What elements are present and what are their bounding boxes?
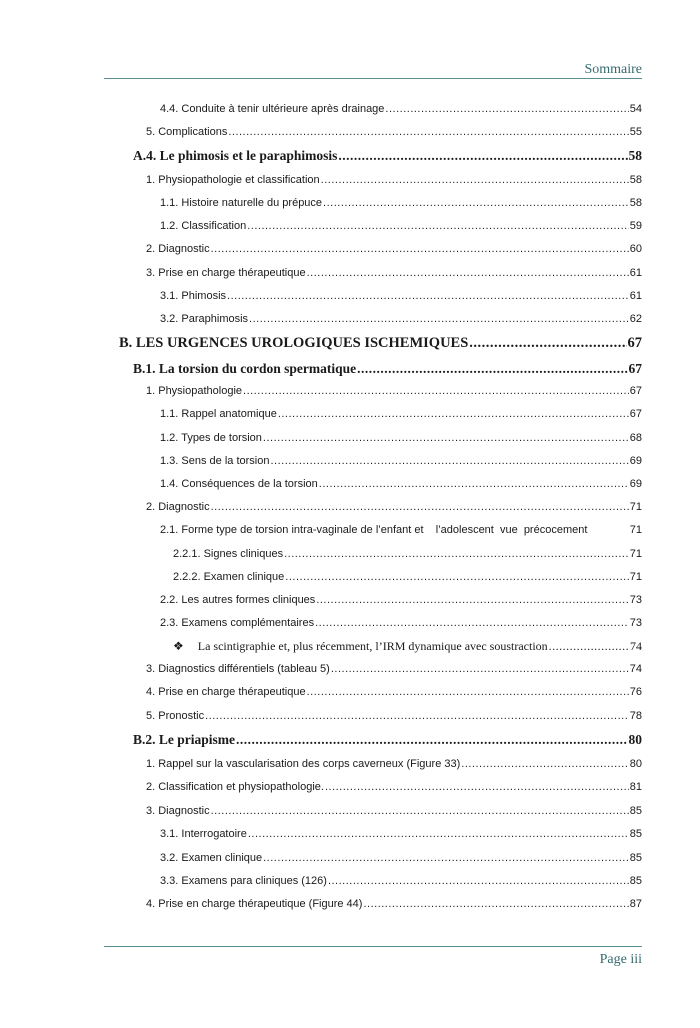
toc-entry-page: 87 <box>629 898 642 910</box>
toc-entry-label: 3. Diagnostics différentiels (tableau 5) <box>146 663 330 675</box>
toc-leader-dots <box>321 174 629 186</box>
diamond-bullet-icon: ❖ <box>173 639 184 653</box>
toc-entry[interactable] <box>160 290 642 302</box>
toc-leader-dots <box>270 455 628 467</box>
toc-entry-label: 4. Prise en charge thérapeutique (Figure 44) <box>146 898 363 910</box>
toc-entry[interactable] <box>133 148 642 164</box>
toc-leader-dots <box>319 478 629 490</box>
toc-entry-label: 5. Pronostic <box>146 710 205 722</box>
toc-entry-page: 74 <box>630 639 642 653</box>
toc-entry-label: 1. Physiopathologie <box>146 385 243 397</box>
toc-leader-dots <box>278 408 629 420</box>
toc-entry-page: 71 <box>629 524 642 536</box>
toc-entry[interactable] <box>119 335 642 352</box>
toc-leader-dots <box>243 385 629 397</box>
toc-entry-page: 74 <box>629 663 642 675</box>
toc-entry-page: 78 <box>629 710 642 722</box>
toc-entry-page: 67 <box>629 408 642 420</box>
toc-entry-page: 73 <box>629 594 642 606</box>
toc-entry-label: 2. Classification et physiopathologie. <box>146 781 324 793</box>
toc-entry[interactable] <box>133 732 642 748</box>
toc-entry-label: B.1. La torsion du cordon spermatique <box>133 361 357 376</box>
toc-entry-page: 55 <box>629 126 642 138</box>
toc-entry[interactable] <box>160 313 642 325</box>
toc-entry-page: 73 <box>629 617 642 629</box>
toc-entry-label: La scintigraphie et, plus récemment, l’IRM dynamique avec soustraction <box>197 639 548 653</box>
toc-entry[interactable] <box>146 663 642 675</box>
toc-entry-page: 61 <box>629 290 642 302</box>
toc-leader-dots <box>316 594 628 606</box>
toc-entry-label: 1. Physiopathologie et classification <box>146 174 320 186</box>
toc-entry[interactable] <box>146 686 642 698</box>
toc-leader-dots <box>338 148 627 164</box>
toc-entry-label: 2.2.1. Signes cliniques <box>173 548 284 560</box>
footer-page-number: Page iii <box>599 952 642 967</box>
toc-leader-dots <box>461 758 628 770</box>
toc-entry-label: B. LES URGENCES UROLOGIQUES ISCHEMIQUES <box>119 335 469 351</box>
toc-entry[interactable] <box>146 781 642 793</box>
toc-entry[interactable] <box>160 478 642 490</box>
toc-leader-dots <box>263 432 629 444</box>
toc-entry-label: 3.1. Phimosis <box>160 290 227 302</box>
toc-entry-page: 80 <box>628 732 642 747</box>
toc-entry-label: 4. Prise en charge thérapeutique <box>146 686 306 698</box>
toc-entry[interactable] <box>160 455 642 467</box>
toc-leader-dots <box>469 335 626 352</box>
toc-leader-dots <box>284 548 629 560</box>
toc-entry-page: 67 <box>628 361 642 376</box>
toc-entry[interactable] <box>146 174 642 186</box>
toc-entry[interactable] <box>160 408 642 420</box>
toc-entry[interactable] <box>146 126 642 138</box>
toc-entry-label: 3. Prise en charge thérapeutique <box>146 267 306 279</box>
toc-entry-label: 1.1. Histoire naturelle du prépuce <box>160 197 323 209</box>
toc-entry-label: 2. Diagnostic <box>146 243 210 255</box>
toc-entry-label: A.4. Le phimosis et le paraphimosis <box>133 148 338 163</box>
toc-entry-label: 3. Diagnostic <box>146 805 210 817</box>
toc-entry-page: 58 <box>629 197 642 209</box>
toc-entry-page: 81 <box>629 781 642 793</box>
toc-entry-label: 2. Diagnostic <box>146 501 210 513</box>
toc-entry-page: 71 <box>629 501 642 513</box>
toc-entry[interactable] <box>173 571 642 583</box>
toc-entry-page: 71 <box>629 548 642 560</box>
toc-entry[interactable] <box>160 875 642 887</box>
toc-entry[interactable] <box>160 617 642 629</box>
toc-entry-label: 3.2. Paraphimosis <box>160 313 249 325</box>
toc-entry[interactable] <box>146 758 642 770</box>
toc-entry-label: 4.4. Conduite à tenir ultérieure après drainage <box>160 103 385 115</box>
toc-leader-dots <box>247 220 629 232</box>
toc-entry-label: B.2. Le priapisme <box>133 732 236 747</box>
toc-entry-page: 85 <box>629 805 642 817</box>
toc-entry[interactable] <box>173 639 642 654</box>
toc-leader-dots <box>328 875 629 887</box>
toc-entry-label: 1.4. Conséquences de la torsion <box>160 478 318 490</box>
toc-entry-label: 2.2.2. Examen clinique <box>173 571 285 583</box>
toc-entry-page: 68 <box>629 432 642 444</box>
toc-entry-page: 85 <box>629 828 642 840</box>
toc-entry-page: 58 <box>628 148 642 163</box>
toc-entry-page: 76 <box>629 686 642 698</box>
footer-rule <box>104 946 642 947</box>
toc-entry[interactable] <box>146 385 642 397</box>
toc-entry-label: 1.2. Classification <box>160 220 247 232</box>
toc-entry-label: 1.2. Types de torsion <box>160 432 262 444</box>
toc-entry[interactable] <box>146 267 642 279</box>
toc-entry-page: 54 <box>629 103 642 115</box>
toc-leader-dots <box>285 571 628 583</box>
toc-leader-dots <box>263 852 629 864</box>
toc-leader-dots <box>385 103 628 115</box>
toc-entry[interactable] <box>160 852 642 864</box>
toc-entry[interactable] <box>160 594 642 606</box>
toc-entry[interactable] <box>146 710 642 722</box>
toc-entry-label: 2.2. Les autres formes cliniques <box>160 594 316 606</box>
toc-entry[interactable] <box>146 501 642 513</box>
toc-entry-label: 1. Rappel sur la vascularisation des corps caverneux (Figure 33) <box>146 758 461 770</box>
toc-leader-dots <box>249 313 629 325</box>
header-rule <box>104 78 642 79</box>
toc-entry[interactable] <box>160 103 642 115</box>
toc-entry[interactable] <box>146 243 642 255</box>
toc-leader-dots <box>315 617 629 629</box>
toc-entry[interactable] <box>160 220 642 232</box>
toc-leader-dots <box>236 732 627 748</box>
toc-entry-page: 58 <box>629 174 642 186</box>
toc-entry[interactable] <box>133 361 642 377</box>
toc-entry-label: 1.3. Sens de la torsion <box>160 455 270 467</box>
toc-entry[interactable] <box>146 805 642 817</box>
toc-entry-page: 71 <box>629 571 642 583</box>
toc-entry[interactable] <box>160 828 642 840</box>
toc-leader-dots <box>307 267 629 279</box>
toc-entry-label: 3.1. Interrogatoire <box>160 828 247 840</box>
toc-entry-label: 3.2. Examen clinique <box>160 852 263 864</box>
toc-entry[interactable] <box>173 548 642 560</box>
toc-entry-label: 5. Complications <box>146 126 228 138</box>
header-title: Sommaire <box>584 62 642 77</box>
toc-leader-dots <box>228 126 628 138</box>
toc-entry[interactable] <box>160 197 642 209</box>
toc-entry-page: 69 <box>629 455 642 467</box>
toc-entry-label: 2.3. Examens complémentaires <box>160 617 315 629</box>
toc-entry-page: 85 <box>629 875 642 887</box>
toc-entry[interactable] <box>160 432 642 444</box>
toc-entry-page: 67 <box>629 385 642 397</box>
toc-leader-dots <box>211 805 629 817</box>
toc-entry-page: 69 <box>629 478 642 490</box>
toc-entry-label: 3.3. Examens para cliniques (126) <box>160 875 327 887</box>
toc-entry-page: 67 <box>627 335 642 351</box>
toc-entry-label: 1.1. Rappel anatomique <box>160 408 277 420</box>
toc-entry-page: 85 <box>629 852 642 864</box>
toc-entry-page: 80 <box>629 758 642 770</box>
toc-entry-label: 2.1. Forme type de torsion intra-vaginale de l’enfant et l’adolescent vue précocement <box>160 524 588 536</box>
toc-entry-page: 60 <box>629 243 642 255</box>
toc-leader-dots <box>205 710 629 722</box>
toc-leader-dots <box>248 828 629 840</box>
toc-leader-dots <box>331 663 629 675</box>
toc-entry-page: 61 <box>629 267 642 279</box>
toc-leader-dots <box>211 501 629 513</box>
toc-leader-dots <box>549 639 629 654</box>
toc-leader-dots <box>227 290 629 302</box>
toc-entry-page: 62 <box>629 313 642 325</box>
toc-entry-page: 59 <box>629 220 642 232</box>
toc-entry[interactable] <box>160 524 642 536</box>
toc-entry[interactable] <box>146 898 642 910</box>
toc-leader-dots <box>325 781 629 793</box>
toc-leader-dots <box>363 898 628 910</box>
toc-leader-dots <box>307 686 629 698</box>
toc-leader-dots <box>211 243 629 255</box>
toc-leader-dots <box>357 361 627 377</box>
toc-leader-dots <box>323 197 629 209</box>
